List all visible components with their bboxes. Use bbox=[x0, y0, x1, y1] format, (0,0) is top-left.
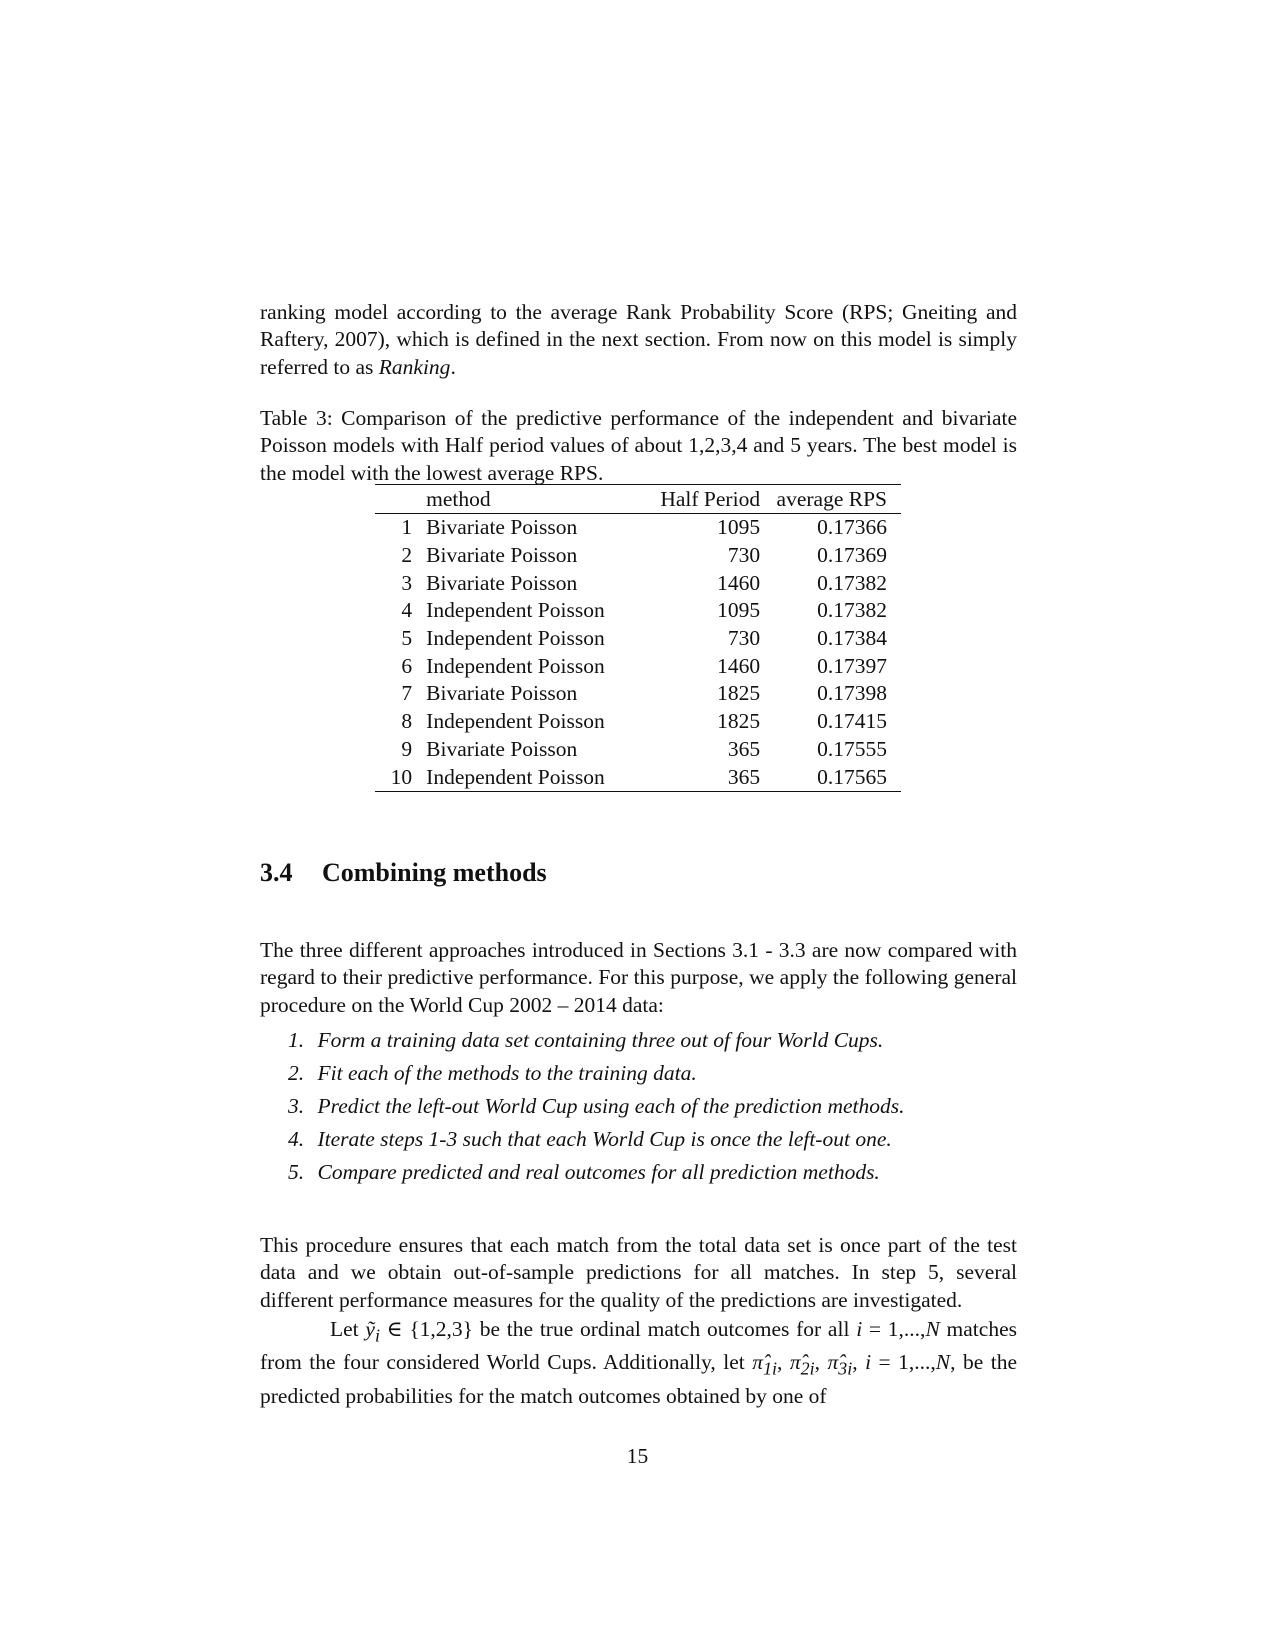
cell-method: Bivariate Poisson bbox=[426, 736, 578, 761]
text-run: matches from the four considered World Cups. Additionally, let bbox=[260, 1316, 1017, 1375]
cell-average-rps: 0.17369 bbox=[817, 543, 887, 568]
cell-half-period: 365 bbox=[727, 736, 761, 761]
cell-method: Independent Poisson bbox=[426, 763, 640, 791]
cell-average-rps: 0.17398 bbox=[817, 681, 887, 706]
table-row bbox=[375, 652, 901, 680]
cell-average-rps: 0.17384 bbox=[817, 626, 887, 651]
header-average-rps: average RPS bbox=[774, 485, 901, 514]
table-row bbox=[375, 514, 901, 542]
step-text: Compare predicted and real outcomes for all prediction methods. bbox=[317, 1160, 880, 1184]
table-header-row bbox=[375, 485, 901, 514]
math-y-tilde: ỹ bbox=[365, 1316, 375, 1341]
table-body bbox=[375, 514, 901, 792]
cell-average-rps: 0.17565 bbox=[774, 763, 901, 791]
cell-half-period: 730 bbox=[727, 543, 761, 568]
cell-half-period: 1095 bbox=[717, 515, 761, 540]
cell-method: Bivariate Poisson bbox=[426, 515, 578, 540]
list-item bbox=[288, 1024, 1008, 1057]
cell-method: Independent Poisson bbox=[426, 653, 605, 678]
page-number: 15 bbox=[626, 1444, 649, 1468]
table-row bbox=[375, 625, 901, 653]
text-run: , be the predicted probabilities for the match outcomes obtained by one of bbox=[260, 1350, 1018, 1409]
cell-index: 2 bbox=[401, 543, 413, 568]
text-run: ∈ {1,2,3} be the true ordinal match outcomes for all bbox=[379, 1316, 857, 1341]
text-run: , bbox=[814, 1350, 828, 1375]
math-i: i bbox=[856, 1316, 863, 1341]
text-run: , bbox=[777, 1350, 790, 1375]
math-i: i bbox=[865, 1350, 872, 1375]
cell-method: Independent Poisson bbox=[426, 709, 605, 734]
cell-half-period: 1825 bbox=[717, 681, 761, 706]
text-run: = 1,..., bbox=[862, 1316, 926, 1341]
list-item bbox=[288, 1156, 1008, 1189]
cell-average-rps: 0.17366 bbox=[817, 515, 887, 540]
cell-average-rps: 0.17555 bbox=[817, 736, 887, 761]
table-caption: Table 3: Comparison of the predictive performance of the independent and bivariate Poisson models with Half period values of about 1,2,3,4 and 5 years. The best model is the model with the lowest average RPS. bbox=[260, 405, 1017, 485]
section-heading bbox=[260, 858, 547, 888]
cell-index: 10 bbox=[375, 763, 426, 791]
cell-average-rps: 0.17382 bbox=[817, 598, 887, 623]
header-method: method bbox=[426, 485, 640, 514]
cell-half-period: 730 bbox=[727, 626, 761, 651]
cell-method: Independent Poisson bbox=[426, 598, 605, 623]
text-run: , bbox=[852, 1350, 866, 1375]
math-pi-hat: π̂ bbox=[752, 1350, 764, 1375]
step-text: Fit each of the methods to the training data. bbox=[317, 1061, 697, 1085]
cell-half-period: 365 bbox=[640, 763, 774, 791]
procedure-steps-list bbox=[288, 1024, 1008, 1189]
after-procedure-paragraph: This procedure ensures that each match from the total data set is once part of the test data and we obtain out-of-sample predictions for all matches. In step 5, several different performance measures for the quality of the predictions are investigated. bbox=[260, 1232, 1017, 1312]
results-table-container bbox=[375, 484, 901, 792]
table-row bbox=[375, 569, 901, 597]
cell-method: Bivariate Poisson bbox=[426, 570, 578, 595]
cell-average-rps: 0.17415 bbox=[817, 709, 887, 734]
table-row bbox=[375, 708, 901, 736]
cell-average-rps: 0.17382 bbox=[817, 570, 887, 595]
step-text: Predict the left-out World Cup using each of the prediction methods. bbox=[317, 1094, 905, 1118]
intro-emphasis: Ranking bbox=[378, 354, 451, 379]
cell-method: Bivariate Poisson bbox=[426, 681, 578, 706]
table-row bbox=[375, 763, 901, 791]
results-table bbox=[375, 484, 901, 792]
cell-index: 6 bbox=[401, 653, 413, 678]
cell-index: 1 bbox=[401, 515, 413, 540]
step-text: Iterate steps 1-3 such that each World Cup is once the left-out one. bbox=[317, 1127, 892, 1151]
header-half-period: Half Period bbox=[640, 485, 774, 514]
cell-method: Bivariate Poisson bbox=[426, 543, 578, 568]
math-n: N bbox=[935, 1350, 951, 1375]
table-row bbox=[375, 542, 901, 570]
table-row bbox=[375, 597, 901, 625]
math-subscript: i bbox=[374, 1324, 380, 1345]
cell-half-period: 1460 bbox=[717, 570, 761, 595]
math-pi-hat: π̂ bbox=[827, 1350, 839, 1375]
step-number: 4. bbox=[288, 1127, 305, 1151]
cell-method: Independent Poisson bbox=[426, 626, 605, 651]
step-number: 5. bbox=[288, 1160, 305, 1184]
notation-paragraph bbox=[260, 1316, 1017, 1411]
step-number: 1. bbox=[288, 1028, 305, 1052]
table-row bbox=[375, 680, 901, 708]
math-subscript: 2i bbox=[800, 1358, 815, 1379]
table-row bbox=[375, 736, 901, 764]
cell-index: 9 bbox=[401, 736, 413, 761]
cell-half-period: 1095 bbox=[717, 598, 761, 623]
cell-index: 3 bbox=[401, 570, 413, 595]
math-subscript: 1i bbox=[763, 1358, 777, 1379]
intro-paragraph bbox=[260, 299, 1017, 382]
cell-half-period: 1460 bbox=[717, 653, 761, 678]
list-item bbox=[288, 1057, 1008, 1090]
procedure-intro-paragraph: The three different approaches introduced in Sections 3.1 - 3.3 are now compared with regard to their predictive performance. For this purpose, we apply the following general procedure on the World Cup 2002 – 2014 data: bbox=[260, 937, 1017, 1017]
section-title: Combining methods bbox=[322, 858, 547, 887]
section-number: 3.4 bbox=[260, 858, 293, 887]
cell-index: 8 bbox=[401, 709, 413, 734]
cell-index: 4 bbox=[401, 598, 413, 623]
math-subscript: 3i bbox=[838, 1358, 853, 1379]
header-index bbox=[375, 485, 426, 514]
cell-average-rps: 0.17397 bbox=[817, 653, 887, 678]
step-number: 2. bbox=[288, 1061, 305, 1085]
step-text: Form a training data set containing three out of four World Cups. bbox=[317, 1028, 884, 1052]
list-item bbox=[288, 1123, 1008, 1156]
list-item bbox=[288, 1090, 1008, 1123]
text-run: Let bbox=[330, 1316, 366, 1341]
cell-index: 7 bbox=[401, 681, 413, 706]
step-number: 3. bbox=[288, 1094, 305, 1118]
intro-text-end: . bbox=[450, 354, 456, 379]
cell-half-period: 1825 bbox=[717, 709, 761, 734]
intro-text: ranking model according to the average Rank Probability Score (RPS; Gneiting and Raftery, 2007), which is defined in the next section. From now on this model is simply referred to as bbox=[260, 299, 1017, 379]
cell-index: 5 bbox=[401, 626, 413, 651]
text-run: = 1,..., bbox=[871, 1350, 936, 1375]
math-n: N bbox=[925, 1316, 940, 1341]
math-pi-hat: π̂ bbox=[789, 1350, 801, 1375]
